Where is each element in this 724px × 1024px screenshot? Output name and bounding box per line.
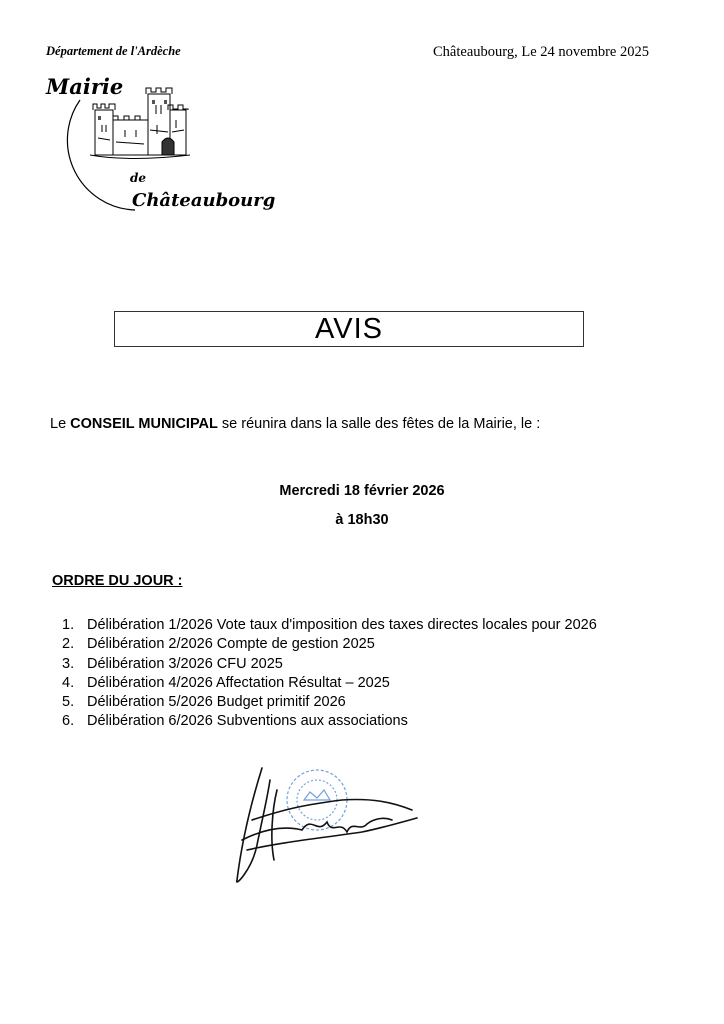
item-number: 5. [62, 694, 75, 711]
logo-text-de: de [130, 171, 147, 185]
item-text: Délibération 3/2026 CFU 2025 [87, 655, 283, 672]
list-item [62, 693, 597, 712]
signature-stamp [222, 760, 432, 890]
logo-text-chateaubourg: Châteaubourg [132, 190, 276, 211]
logo-text-mairie: Mairie [46, 74, 124, 99]
department-label: Département de l'Ardèche [46, 44, 181, 58]
intro-bold: CONSEIL MUNICIPAL [70, 416, 218, 432]
mairie-logo [40, 70, 280, 220]
item-text: Délibération 4/2026 Affectation Résultat – 2025 [87, 674, 390, 691]
item-number: 4. [62, 674, 75, 691]
item-text: Délibération 1/2026 Vote taux d'imposition des taxes directes locales pour 2026 [87, 617, 597, 633]
item-number: 3. [62, 655, 75, 672]
list-item [62, 635, 597, 654]
intro-text [50, 416, 540, 432]
intro-prefix: Le [50, 416, 71, 432]
item-number: 6. [62, 713, 75, 730]
item-text: Délibération 2/2026 Compte de gestion 2025 [87, 636, 375, 653]
signature [237, 768, 417, 882]
list-item [62, 655, 597, 674]
list-item [62, 674, 597, 693]
intro-suffix: se réunira dans la salle des fêtes de la Mairie, le : [217, 416, 541, 432]
item-number: 1. [62, 617, 75, 633]
list-item [62, 712, 597, 731]
list-item [62, 616, 597, 635]
meeting-date: Mercredi 18 février 2026 [279, 483, 445, 499]
agenda-list [62, 616, 597, 732]
item-text: Délibération 5/2026 Budget primitif 2026 [87, 694, 346, 711]
item-text: Délibération 6/2026 Subventions aux associations [87, 713, 408, 730]
dateline: Châteaubourg, Le 24 novembre 2025 [433, 44, 649, 60]
meeting-time: à 18h30 [335, 512, 389, 528]
item-number: 2. [62, 636, 75, 653]
page-title: AVIS [315, 312, 383, 345]
avis-box [114, 311, 584, 347]
agenda-heading: ORDRE DU JOUR : [52, 573, 183, 589]
